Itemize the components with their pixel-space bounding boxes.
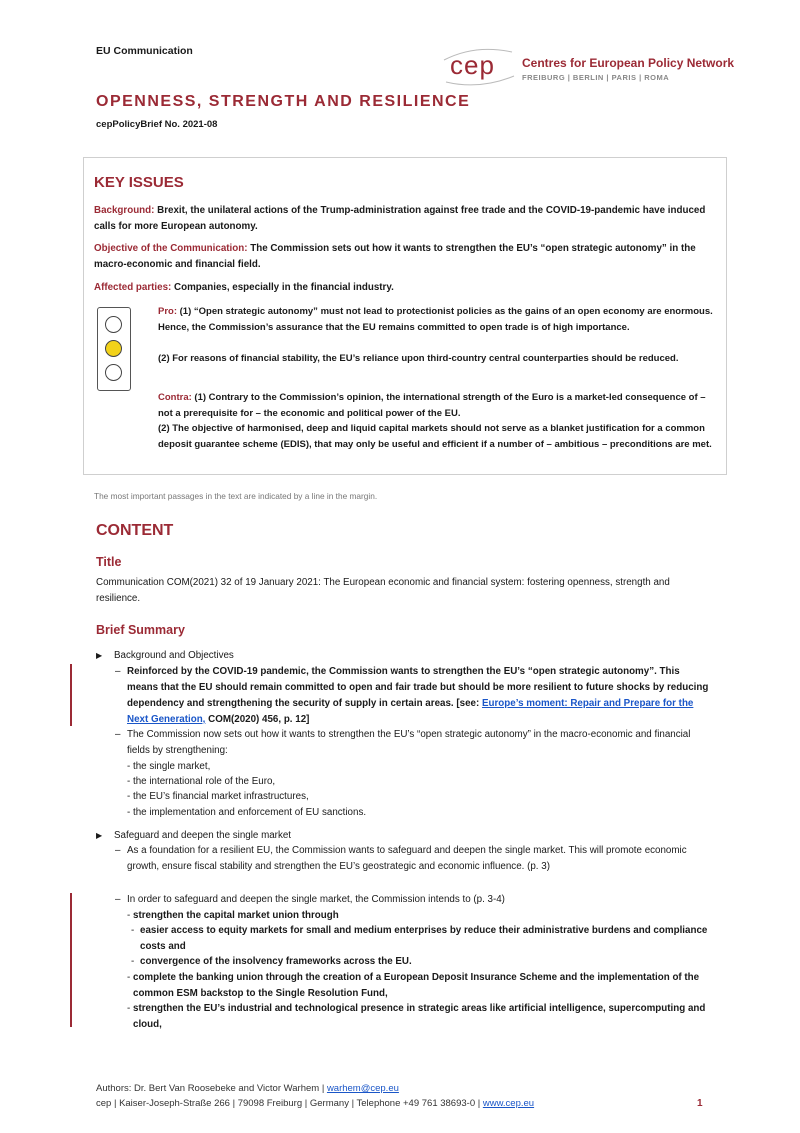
key-issues-heading: KEY ISSUES	[94, 174, 184, 191]
list-item: - easier access to equity markets for small and medium enterprises by reduce their administrative burdens and compliance costs and	[131, 923, 711, 955]
traffic-light-icon	[97, 307, 131, 391]
footer-address	[96, 1098, 534, 1109]
pro-1-text: (1) “Open strategic autonomy” must not lead to protectionist policies as the gains of an open economy are enormous. Hence, the Commission’s assurance that the EU remains committed to open trade is of high importance.	[158, 306, 713, 333]
list-item: - complete the banking union through the creation of a European Deposit Insurance Scheme and the implementation of the common ESM backstop to the Single Resolution Fund,	[127, 970, 712, 1002]
content-heading: CONTENT	[96, 522, 174, 539]
contra-paragraph-2: (2) The objective of harmonised, deep and liquid capital markets should not serve as a blanket justification for a common deposit guarantee scheme (EDIS), that may only be useful and efficient if a number of – ambitious – preconditions are met.	[158, 423, 712, 450]
list-item: - convergence of the insolvency frameworks across the EU.	[131, 954, 711, 970]
org-cities: FREIBURG | BERLIN | PARIS | ROMA	[522, 73, 670, 82]
author-email-link[interactable]: warhem@cep.eu	[326, 1083, 399, 1094]
document-type: EU Communication	[96, 45, 193, 57]
margin-marker-line	[70, 664, 72, 726]
contra-paragraph-1	[158, 390, 714, 422]
objective-paragraph	[94, 241, 714, 273]
affected-label: Affected parties:	[94, 282, 172, 293]
list-item: – As a foundation for a resilient EU, the Commission wants to safeguard and deepen the single market. This will promote economic growth, ensure fiscal stability and strengthen the EU’s geostrategic and economic influence. (p. 3)	[115, 843, 710, 875]
affected-paragraph	[94, 280, 714, 296]
green-light-icon	[105, 364, 122, 381]
list-item-text: easier access to equity markets for small and medium enterprises by reduce their administrative burdens and compliance costs and	[140, 925, 708, 952]
authors-text: Authors: Dr. Bert Van Roosebeke and Victor Warhem |	[96, 1083, 327, 1094]
pro-paragraph-1	[158, 304, 714, 336]
bullet-single-market	[96, 828, 291, 844]
summary-heading: Brief Summary	[96, 623, 185, 637]
list-item-text: As a foundation for a resilient EU, the Commission wants to safeguard and deepen the single market. This will promote economic growth, ensure fiscal stability and strengthen the EU’s geostrategic and economic influence. (p. 3)	[127, 845, 687, 872]
list-item-text: the implementation and enforcement of EU sanctions.	[133, 807, 367, 818]
list-item-text: strengthen the EU’s industrial and technological presence in strategic areas like artificial intelligence, supercomputing and cloud,	[133, 1003, 706, 1030]
pro-paragraph-2: (2) For reasons of financial stability, the EU’s reliance upon third-country central counterparties should be reduced.	[158, 353, 679, 364]
org-name: Centres for European Policy Network	[522, 56, 735, 70]
bullet-label: Background and Objectives	[114, 650, 234, 661]
list-item: - the implementation and enforcement of EU sanctions.	[127, 805, 712, 821]
margin-marker-line	[70, 893, 72, 1027]
footer-authors	[96, 1083, 399, 1094]
list-item-text: strengthen the capital market union through	[133, 910, 339, 921]
yellow-light-icon	[105, 340, 122, 357]
list-item-text: In order to safeguard and deepen the single market, the Commission intends to (p. 3-4)	[127, 894, 505, 905]
list-item: - strengthen the capital market union through	[127, 908, 712, 924]
address-text: cep | Kaiser-Joseph-Straße 266 | 79098 Freiburg | Germany | Telephone +49 761 38693-0 |	[96, 1098, 483, 1109]
list-item-text: COM(2020) 456, p. 12]	[205, 714, 310, 725]
list-item: – The Commission now sets out how it wants to strengthen the EU’s “open strategic autonomy” in the macro-economic and financial fields by strengthening:	[115, 727, 710, 759]
contra-label: Contra:	[158, 392, 192, 403]
cep-logo	[440, 46, 740, 86]
bullet-label: Safeguard and deepen the single market	[114, 830, 292, 841]
red-light-icon	[105, 316, 122, 333]
logo-text: cep	[450, 50, 495, 80]
list-item-text: the EU’s financial market infrastructures,	[133, 791, 309, 802]
triangle-bullet-icon: ▶	[96, 651, 103, 660]
list-item-text: the international role of the Euro,	[133, 776, 276, 787]
list-item-text: The Commission now sets out how it wants to strengthen the EU’s “open strategic autonomy” in the macro-economic and financial fields by strengthening:	[127, 729, 691, 756]
background-paragraph	[94, 203, 714, 235]
brief-number: cepPolicyBrief No. 2021-08	[96, 119, 218, 130]
list-item-text: the single market,	[133, 761, 211, 772]
list-item-text: convergence of the insolvency frameworks across the EU.	[140, 956, 412, 967]
title-text: Communication COM(2021) 32 of 19 January 2021: The European economic and financial system: fostering openness, strength and resilience.	[96, 577, 670, 604]
contra-1-text: (1) Contrary to the Commission’s opinion, the international strength of the Euro is a market-led consequence of – not a prerequisite for – the economic and political power of the EU.	[158, 392, 706, 419]
list-item: - strengthen the EU’s industrial and technological presence in strategic areas like artificial intelligence, supercomputing and cloud,	[127, 1001, 712, 1033]
europes-moment-link[interactable]: Europe’s moment: Repair and Prepare for the Next Generation,	[127, 698, 694, 725]
pro-label: Pro:	[158, 306, 177, 317]
website-link[interactable]: www.cep.eu	[482, 1098, 535, 1109]
objective-label: Objective of the Communication:	[94, 243, 248, 254]
triangle-bullet-icon: ▶	[96, 831, 103, 840]
list-item-text: Reinforced by the COVID-19 pandemic, the Commission wants to strengthen the EU’s “open strategic autonomy”. This means that the EU should remain committed to open and fair trade but should be more resilient to future shocks by reducing dependency and strengthening the security of supply in certain areas. [see:	[127, 666, 709, 709]
page-number: 1	[697, 1098, 703, 1109]
margin-note: The most important passages in the text are indicated by a line in the margin.	[94, 491, 378, 501]
bullet-background-objectives	[96, 648, 234, 664]
list-item: - the single market,	[127, 759, 712, 775]
background-label: Background:	[94, 205, 155, 216]
list-item: - the EU’s financial market infrastructures,	[127, 789, 712, 805]
list-item: - the international role of the Euro,	[127, 774, 712, 790]
title-heading: Title	[96, 555, 122, 569]
objective-text: The Commission sets out how it wants to strengthen the EU’s “open strategic autonomy” in the macro-economic and financial field.	[94, 243, 696, 270]
list-item: – In order to safeguard and deepen the single market, the Commission intends to (p. 3-4)	[115, 892, 710, 908]
affected-text: Companies, especially in the financial industry.	[171, 282, 394, 293]
background-text: Brexit, the unilateral actions of the Trump-administration against free trade and the COVID-19-pandemic have induced calls for more European autonomy.	[94, 205, 706, 232]
list-item-text: complete the banking union through the creation of a European Deposit Insurance Scheme and the implementation of the common ESM backstop to the Single Resolution Fund,	[133, 972, 700, 999]
page-title: OPENNESS, STRENGTH AND RESILIENCE	[96, 93, 471, 110]
list-item: – Reinforced by the COVID-19 pandemic, the Commission wants to strengthen the EU’s “open strategic autonomy”. This means that the EU should remain committed to open and fair trade but should be more resilient to future shocks by reducing dependency and strengthening the security of supply in certain areas. [see: Europe’s moment: Repair and Prepare for the Next Generation, COM(2020) 456, p. 12]	[115, 666, 709, 725]
